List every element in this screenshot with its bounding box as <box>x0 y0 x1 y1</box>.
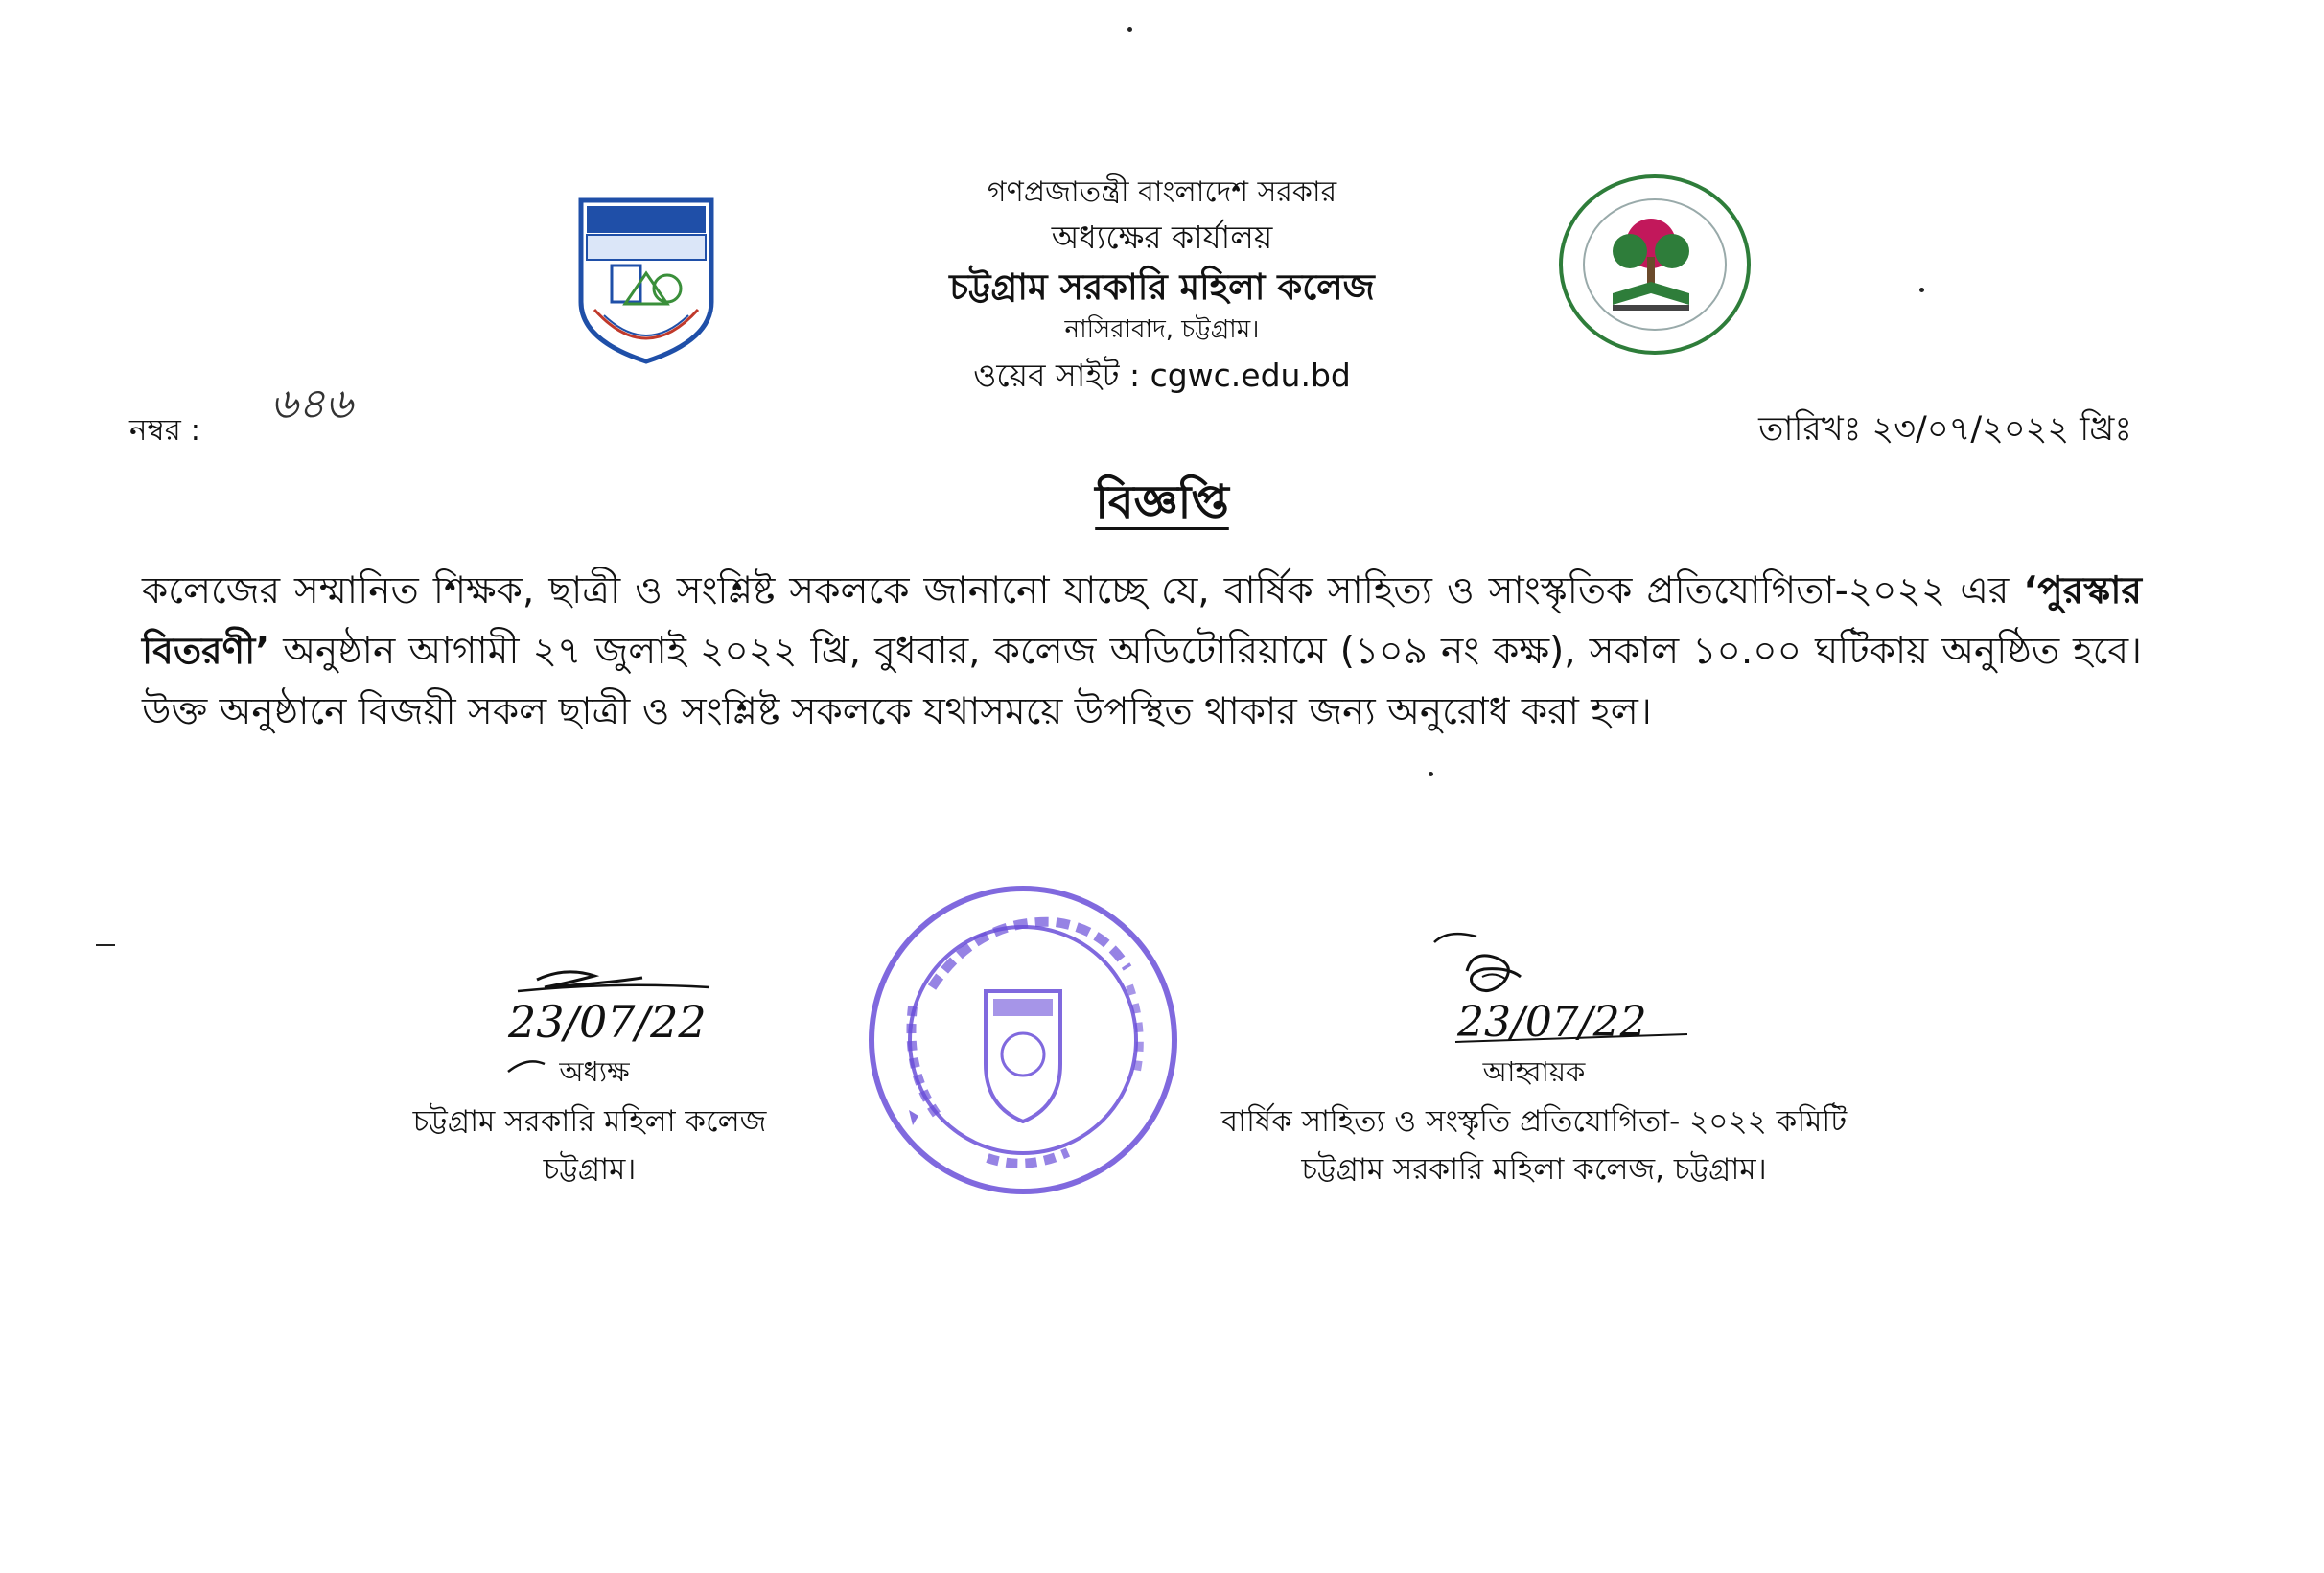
office-name: অধ্যক্ষের কার্যালয় <box>1051 219 1273 256</box>
notice-body-highlight: ‘পুরস্কার বিতরণী’ <box>142 569 2142 673</box>
scan-speck <box>1429 772 1433 776</box>
memo-number-handwritten: ৬৪৬ <box>270 380 353 428</box>
notice-body <box>142 561 2142 742</box>
memo-label: নম্বর : <box>129 413 201 448</box>
convener-signature <box>1429 915 1707 1059</box>
mujib-borsho-logo-icon <box>1553 171 1756 359</box>
convener-title: আহ্বায়ক <box>1482 1055 1586 1088</box>
notice-body-part2: অনুষ্ঠান আগামী ২৭ জুলাই ২০২২ খ্রি, বুধবার, কলেজ অডিটোরিয়ামে (১০৯ নং কক্ষ), সকাল ১০.০০ ঘটিকায় অনুষ্ঠিত হবে। উক্ত অনুষ্ঠানে বিজয়ী সকল ছাত্রী ও সংশ্লিষ্ট সকলকে যথাসময়ে উপস্থিত থাকার জন্য অনুরোধ করা হল। <box>142 630 2142 733</box>
college-address: নাসিরাবাদ, চট্টগ্রাম। <box>1064 315 1260 344</box>
college-emblem-icon <box>575 197 717 365</box>
principal-college: চট্টগ্রাম সরকারি মহিলা কলেজ <box>412 1104 767 1139</box>
committee-college: চট্টগ্রাম সরকারি মহিলা কলেজ, চট্টগ্রাম। <box>1301 1152 1767 1187</box>
scan-speck <box>1919 288 1924 292</box>
official-seal-icon <box>863 880 1184 1201</box>
svg-text:23/07/22: 23/07/22 <box>508 996 707 1048</box>
svg-text:23/07/22: 23/07/22 <box>1457 998 1647 1047</box>
committee-name: বার্ষিক সাহিত্য ও সংস্কৃতি প্রতিযোগিতা- ২০২২ কমিটি <box>1220 1104 1848 1139</box>
scan-speck <box>1127 27 1132 32</box>
notice-date: তারিখঃ ২৩/০৭/২০২২ খ্রিঃ <box>1758 410 2132 449</box>
government-name: গণপ্রজাতন্ত্রী বাংলাদেশ সরকার <box>987 175 1337 209</box>
notice-title: বিজ্ঞপ্তি <box>1095 475 1229 529</box>
notice-body-part1: কলেজের সম্মানিত শিক্ষক, ছাত্রী ও সংশ্লিষ্ট সকলকে জানানো যাচ্ছে যে, বার্ষিক সাহিত্য ও সাংস্কৃতিক প্রতিযোগিতা-২০২২ এর <box>142 569 2024 613</box>
website-line: ওয়েব সাইট : cgwc.edu.bd <box>973 357 1351 394</box>
college-name: চট্টগ্রাম সরকারি মহিলা কলেজ <box>949 266 1375 308</box>
scan-mark <box>96 944 115 946</box>
principal-city: চট্টগ্রাম। <box>543 1152 637 1187</box>
principal-title: অধ্যক্ষ <box>559 1055 630 1088</box>
